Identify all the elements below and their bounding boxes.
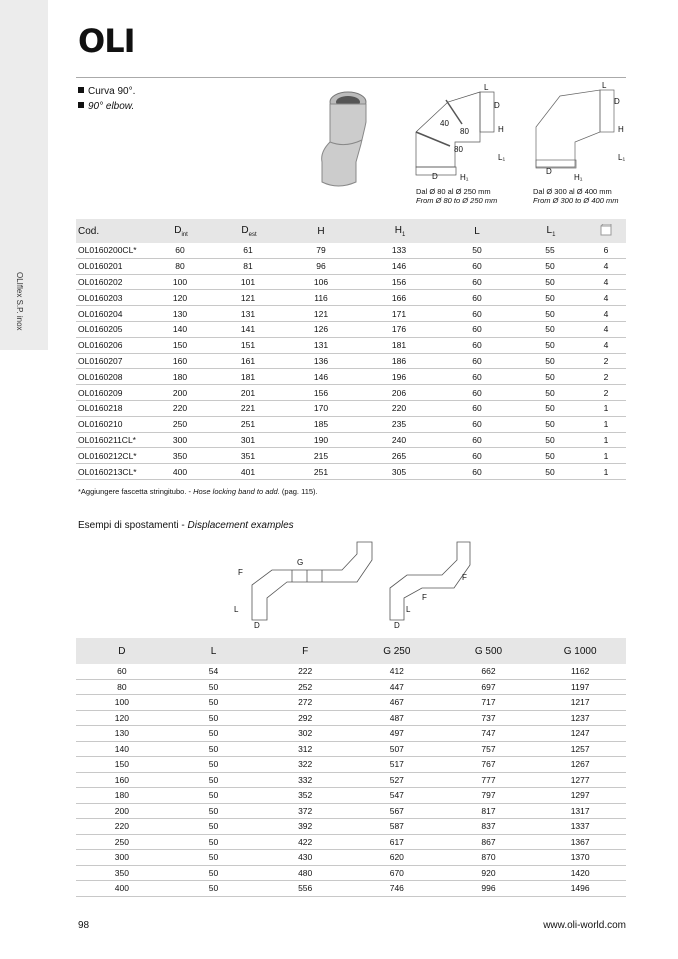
table-row — [76, 742, 626, 758]
table-cell: 130 — [114, 728, 129, 739]
table-cell: 50 — [208, 712, 219, 723]
table-row — [76, 243, 626, 259]
table-cell: 60 — [117, 666, 127, 677]
table-row — [76, 275, 626, 291]
table-cell: 60 — [472, 371, 482, 382]
table-row — [76, 401, 626, 417]
table-cell: 527 — [389, 774, 404, 785]
table-cell: 400 — [172, 466, 188, 477]
table-cell: 920 — [481, 867, 496, 878]
table-cell: 567 — [389, 805, 404, 816]
table-row — [76, 819, 626, 835]
table-cell: OL0160218 — [78, 403, 123, 414]
table-cell: 160 — [172, 355, 188, 366]
table-cell: 190 — [313, 434, 329, 445]
table-row — [76, 757, 626, 773]
table-cell: 60 — [472, 355, 482, 366]
svg-text:H₁: H₁ — [460, 173, 469, 182]
table-cell: 50 — [208, 728, 219, 739]
table-cell: 235 — [391, 419, 407, 430]
svg-text:L: L — [406, 605, 411, 614]
table-cell: OL0160211CL* — [78, 434, 136, 445]
table-cell: 1370 — [570, 852, 590, 863]
table-cell: 50 — [208, 867, 219, 878]
table-cell: OL0160203 — [78, 292, 123, 303]
table-cell: 4 — [603, 308, 609, 319]
displacement-diagram-1 — [232, 540, 382, 630]
displacement-table — [76, 638, 626, 897]
table-cell: OL0160205 — [78, 324, 123, 335]
table-cell: 136 — [313, 355, 329, 366]
table-cell: 50 — [208, 821, 219, 832]
table-cell: 777 — [481, 774, 496, 785]
table-cell: 350 — [114, 867, 129, 878]
table-cell: 300 — [114, 852, 129, 863]
table-cell: 140 — [114, 743, 129, 754]
table-row — [76, 664, 626, 680]
table-cell: 60 — [472, 308, 482, 319]
table-row — [76, 448, 626, 464]
table-cell: 50 — [545, 324, 555, 335]
table-cell: 2 — [603, 355, 609, 366]
table-row — [76, 680, 626, 696]
table-cell: 130 — [172, 308, 188, 319]
table-cell: 61 — [243, 245, 253, 256]
table-cell: 747 — [481, 728, 496, 739]
table-cell: 81 — [243, 261, 253, 272]
table-cell: 251 — [240, 419, 256, 430]
table-cell: 186 — [391, 355, 407, 366]
table-cell: 301 — [240, 434, 256, 445]
table-cell: 54 — [208, 666, 219, 677]
table-cell: 106 — [313, 276, 329, 287]
table-cell: 447 — [389, 681, 404, 692]
table-cell: 467 — [389, 697, 404, 708]
table-cell: 133 — [391, 245, 407, 256]
table-cell: 50 — [472, 245, 482, 256]
table-row — [76, 850, 626, 866]
table-cell: 587 — [389, 821, 404, 832]
table-cell: 4 — [603, 292, 609, 303]
table-cell: 240 — [391, 434, 407, 445]
table-cell: 141 — [240, 324, 256, 335]
table-cell: 166 — [391, 292, 407, 303]
table-cell: 1247 — [570, 728, 590, 739]
svg-text:F: F — [422, 593, 427, 602]
table-cell: 60 — [472, 340, 482, 351]
table-cell: 2 — [603, 371, 609, 382]
table-row — [76, 773, 626, 789]
caption-large: Dal Ø 300 al Ø 400 mm From Ø 300 to Ø 400 mm — [533, 187, 619, 205]
table-row — [76, 711, 626, 727]
table-cell: 867 — [481, 836, 496, 847]
table-cell: 60 — [472, 403, 482, 414]
table-cell: 50 — [545, 340, 555, 351]
svg-text:D: D — [546, 167, 552, 176]
table-cell: 121 — [313, 308, 329, 319]
table-cell: 817 — [481, 805, 496, 816]
table-header: Cod. $D_{int}$ $D_{est}$ H $H_1$ L $L_1$ — [76, 219, 626, 243]
table-cell: 1277 — [570, 774, 590, 785]
table-cell: 401 — [240, 466, 256, 477]
table-cell: 662 — [481, 666, 496, 677]
table-cell: 60 — [472, 450, 482, 461]
table-cell: 1297 — [570, 790, 590, 801]
table-cell: 50 — [208, 697, 219, 708]
table-cell: 116 — [314, 292, 328, 303]
table-cell: 150 — [172, 340, 188, 351]
table-cell: 50 — [545, 261, 555, 272]
table-cell: 497 — [389, 728, 404, 739]
table-header: D L F G 250 G 500 G 1000 — [76, 638, 626, 664]
svg-text:H: H — [618, 125, 624, 134]
table-cell: 322 — [298, 759, 313, 770]
svg-text:D: D — [432, 172, 438, 181]
table-cell: 146 — [391, 261, 407, 272]
table-cell: 50 — [208, 743, 219, 754]
table-cell: 737 — [481, 712, 496, 723]
table-cell: 60 — [472, 324, 482, 335]
page-number: 98 — [78, 920, 90, 931]
svg-text:L₁: L₁ — [498, 153, 506, 162]
table-cell: 120 — [114, 712, 129, 723]
table-cell: 4 — [603, 261, 609, 272]
table-cell: 392 — [298, 821, 313, 832]
footnote: *Aggiungere fascetta stringitubo. - Hose locking band to add. (pag. 115). — [78, 487, 318, 496]
table-cell: 220 — [114, 821, 129, 832]
table-cell: 2 — [603, 387, 609, 398]
table-cell: 1197 — [571, 681, 590, 692]
product-table — [76, 219, 626, 480]
svg-text:F: F — [238, 568, 243, 577]
table-cell: 4 — [603, 340, 609, 351]
table-cell: 697 — [481, 681, 496, 692]
table-cell: OL0160209 — [78, 387, 123, 398]
table-cell: OL0160204 — [78, 308, 123, 319]
table-cell: 181 — [240, 371, 256, 382]
table-cell: 4 — [603, 276, 609, 287]
table-cell: 160 — [114, 774, 129, 785]
table-row — [76, 306, 626, 322]
oli-logo: OLI — [78, 22, 135, 60]
table-cell: 171 — [391, 308, 407, 319]
table-cell: 1 — [603, 403, 609, 414]
table-cell: 272 — [298, 697, 313, 708]
table-row — [76, 835, 626, 851]
table-cell: 1496 — [570, 883, 590, 894]
svg-text:L: L — [602, 82, 607, 90]
table-cell: 312 — [298, 743, 313, 754]
table-row — [76, 417, 626, 433]
table-cell: 100 — [172, 276, 188, 287]
table-cell: 870 — [481, 852, 496, 863]
svg-text:D: D — [254, 621, 260, 630]
table-cell: 617 — [389, 836, 404, 847]
table-cell: 767 — [481, 759, 496, 770]
table-cell: 1237 — [570, 712, 590, 723]
table-cell: 250 — [114, 836, 129, 847]
table-cell: 50 — [208, 759, 219, 770]
table-cell: 150 — [114, 759, 129, 770]
table-cell: 250 — [172, 419, 188, 430]
table-cell: 797 — [481, 790, 496, 801]
table-cell: 4 — [603, 324, 609, 335]
package-icon — [586, 224, 626, 239]
examples-title: Esempi di spostamenti - Displacement examples — [78, 520, 294, 531]
table-cell: 50 — [208, 681, 219, 692]
svg-text:L: L — [234, 605, 239, 614]
table-cell: 222 — [298, 666, 313, 677]
table-cell: OL0160210 — [78, 419, 123, 430]
table-cell: 1367 — [570, 836, 590, 847]
table-cell: 292 — [298, 712, 313, 723]
table-cell: 1162 — [571, 666, 590, 677]
table-cell: 1257 — [570, 743, 590, 754]
table-cell: 252 — [298, 681, 313, 692]
table-cell: 50 — [208, 883, 219, 894]
svg-text:80: 80 — [460, 127, 469, 136]
svg-text:H: H — [498, 125, 504, 134]
table-cell: 220 — [391, 403, 407, 414]
table-cell: 131 — [240, 308, 256, 319]
table-row — [76, 433, 626, 449]
table-cell: 50 — [545, 371, 555, 382]
table-cell: 547 — [389, 790, 404, 801]
table-cell: 670 — [389, 867, 404, 878]
table-cell: 50 — [545, 403, 555, 414]
table-cell: 146 — [313, 371, 329, 382]
table-cell: 60 — [472, 276, 482, 287]
table-cell: 100 — [114, 697, 129, 708]
table-cell: 517 — [389, 759, 404, 770]
table-cell: 200 — [172, 387, 188, 398]
caption-small: Dal Ø 80 al Ø 250 mm From Ø 80 to Ø 250 mm — [416, 187, 498, 205]
table-cell: 55 — [545, 245, 555, 256]
table-cell: 50 — [545, 355, 555, 366]
table-cell: 60 — [472, 261, 482, 272]
table-cell: OL0160207 — [78, 355, 123, 366]
table-cell: 180 — [114, 790, 129, 801]
table-cell: 422 — [298, 836, 313, 847]
table-row — [76, 354, 626, 370]
table-cell: 140 — [172, 324, 188, 335]
table-row — [76, 385, 626, 401]
table-cell: 50 — [545, 434, 555, 445]
svg-text:F: F — [462, 573, 467, 582]
table-cell: 305 — [391, 466, 407, 477]
table-cell: 352 — [298, 790, 313, 801]
table-cell: 302 — [298, 728, 313, 739]
table-cell: 50 — [545, 308, 555, 319]
table-cell: 1317 — [570, 805, 590, 816]
table-cell: 50 — [545, 387, 555, 398]
table-cell: 50 — [208, 805, 219, 816]
table-cell: 196 — [391, 371, 407, 382]
table-cell: OL0160202 — [78, 276, 123, 287]
table-cell: 170 — [313, 403, 329, 414]
table-cell: OL0160201 — [78, 261, 123, 272]
table-cell: 265 — [391, 450, 407, 461]
table-cell: 50 — [208, 774, 219, 785]
table-cell: OL0160208 — [78, 371, 123, 382]
table-cell: 101 — [240, 276, 256, 287]
table-cell: 79 — [316, 245, 326, 256]
table-cell: 1267 — [570, 759, 590, 770]
table-cell: 251 — [313, 466, 329, 477]
table-cell: 351 — [240, 450, 256, 461]
table-cell: 50 — [545, 419, 555, 430]
table-cell: 372 — [298, 805, 313, 816]
table-cell: 220 — [172, 403, 188, 414]
table-cell: 1 — [603, 419, 609, 430]
table-cell: 201 — [240, 387, 256, 398]
table-row — [76, 338, 626, 354]
table-cell: OL0160213CL* — [78, 466, 137, 477]
svg-text:D: D — [614, 97, 620, 106]
elbow-diagram-large — [530, 82, 630, 182]
table-cell: 60 — [472, 292, 482, 303]
svg-text:L₁: L₁ — [618, 153, 626, 162]
svg-text:D: D — [394, 621, 400, 630]
svg-text:L: L — [484, 83, 489, 92]
table-cell: 206 — [391, 387, 407, 398]
table-cell: 50 — [545, 276, 555, 287]
svg-text:H₁: H₁ — [574, 173, 583, 182]
table-cell: 412 — [389, 666, 404, 677]
table-cell: 50 — [545, 466, 555, 477]
divider — [76, 77, 626, 78]
svg-text:G: G — [297, 558, 304, 567]
svg-text:80: 80 — [454, 145, 463, 154]
table-cell: 300 — [172, 434, 188, 445]
table-cell: 430 — [298, 852, 313, 863]
table-cell: 60 — [472, 419, 482, 430]
table-row — [76, 726, 626, 742]
table-row — [76, 866, 626, 882]
table-cell: 181 — [391, 340, 407, 351]
table-cell: 121 — [240, 292, 256, 303]
table-cell: 120 — [172, 292, 188, 303]
table-cell: 215 — [313, 450, 329, 461]
table-cell: 507 — [389, 743, 404, 754]
table-row — [76, 881, 626, 897]
table-cell: 332 — [298, 774, 313, 785]
side-label: OLIflex S.P. inox — [15, 272, 24, 331]
table-cell: 221 — [240, 403, 256, 414]
table-cell: 156 — [313, 387, 329, 398]
svg-text:40: 40 — [440, 119, 449, 128]
table-cell: 50 — [208, 790, 219, 801]
table-row — [76, 322, 626, 338]
elbow-photo — [300, 82, 380, 192]
table-row — [76, 804, 626, 820]
table-cell: 151 — [240, 340, 256, 351]
table-cell: 1 — [603, 450, 609, 461]
table-cell: 96 — [316, 261, 326, 272]
table-cell: 50 — [208, 852, 219, 863]
table-cell: 746 — [389, 883, 404, 894]
table-row — [76, 259, 626, 275]
table-cell: 1420 — [570, 867, 590, 878]
table-cell: 80 — [175, 261, 185, 272]
table-cell: 50 — [545, 450, 555, 461]
table-cell: 837 — [481, 821, 496, 832]
table-cell: 556 — [298, 883, 313, 894]
table-cell: 200 — [114, 805, 129, 816]
table-cell: 1337 — [570, 821, 590, 832]
table-cell: 1 — [603, 466, 609, 477]
table-cell: 126 — [313, 324, 329, 335]
table-cell: 757 — [481, 743, 496, 754]
table-cell: OL0160200CL* — [78, 245, 137, 256]
table-row — [76, 369, 626, 385]
table-cell: 996 — [481, 883, 496, 894]
table-row — [76, 290, 626, 306]
website-url: www.oli-world.com — [543, 920, 626, 931]
table-cell: 717 — [481, 697, 496, 708]
table-row — [76, 788, 626, 804]
product-name-en: 90° elbow. — [78, 101, 134, 112]
table-cell: 60 — [472, 466, 482, 477]
table-cell: OL0160206 — [78, 340, 123, 351]
table-cell: 60 — [472, 434, 482, 445]
table-cell: 176 — [391, 324, 407, 335]
product-name-it: Curva 90°. — [78, 86, 135, 97]
table-cell: 161 — [240, 355, 256, 366]
table-cell: 131 — [313, 340, 329, 351]
table-cell: 1 — [603, 434, 609, 445]
table-cell: 50 — [545, 292, 555, 303]
svg-text:D: D — [494, 101, 500, 110]
table-cell: 1217 — [570, 697, 590, 708]
table-cell: OL0160212CL* — [78, 450, 137, 461]
table-cell: 60 — [472, 387, 482, 398]
table-cell: 400 — [114, 883, 129, 894]
side-tab — [0, 0, 48, 350]
table-cell: 350 — [172, 450, 188, 461]
table-row — [76, 695, 626, 711]
table-cell: 480 — [298, 867, 313, 878]
displacement-diagram-2 — [382, 540, 482, 630]
table-cell: 80 — [117, 681, 127, 692]
table-cell: 60 — [175, 245, 185, 256]
table-cell: 185 — [313, 419, 329, 430]
table-row — [76, 464, 626, 480]
table-cell: 180 — [172, 371, 188, 382]
table-cell: 620 — [389, 852, 404, 863]
table-cell: 50 — [208, 836, 219, 847]
table-cell: 6 — [603, 245, 609, 256]
table-cell: 487 — [389, 712, 404, 723]
table-cell: 156 — [391, 276, 407, 287]
elbow-diagram-small — [410, 82, 510, 182]
